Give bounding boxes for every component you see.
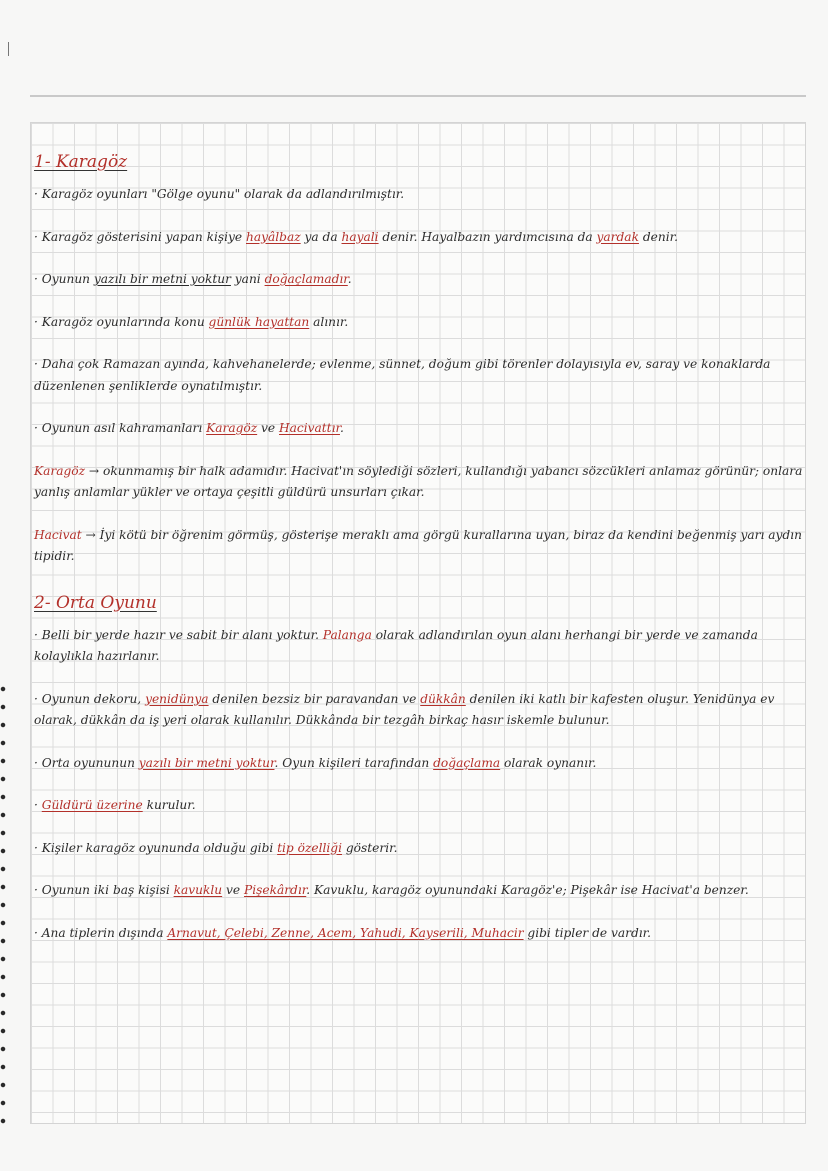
- note-text: .: [339, 421, 344, 435]
- note-text: · Oyunun iki baş kişisi: [34, 883, 174, 897]
- note-text: . Kavuklu, karagöz oyunundaki Karagöz'e; Pişekâr ise Hacivat'a benzer.: [306, 883, 749, 897]
- highlighted-term: yazılı bir metni yoktur: [138, 755, 275, 770]
- highlighted-term: doğaçlama: [433, 755, 501, 770]
- note-text: denir.: [638, 229, 678, 244]
- note-paragraph: [34, 753, 804, 775]
- note-text: · Karagöz gösterisini yapan kişiye: [34, 229, 246, 244]
- note-paragraph: [34, 923, 804, 945]
- note-text: gibi tipler de vardır.: [523, 925, 652, 940]
- note-text: gösterir.: [341, 840, 398, 855]
- note-text: kurulur.: [142, 798, 196, 812]
- spiral-binding: [0, 680, 6, 1130]
- top-rule: [30, 95, 806, 97]
- note-text: → okunmamış bir halk adamıdır. Hacivat'ın söylediği sözleri, kullandığı yabancı sözcükleri anlamaz görünür; onlara yanlış anlamlar yükler ve ortaya çeşitli güldürü unsurları çıkar.: [34, 463, 803, 499]
- note-text: olarak oynanır.: [500, 755, 597, 770]
- note-text: .: [347, 272, 352, 286]
- highlighted-term: Pişekârdır: [244, 883, 307, 897]
- highlighted-term: Hacivat: [34, 527, 82, 542]
- note-text: ya da: [300, 229, 342, 244]
- note-text: · Oyunun: [34, 272, 94, 286]
- highlighted-term: hayali: [341, 229, 379, 244]
- section-heading: 2- Orta Oyunu: [34, 592, 157, 613]
- highlighted-term: Karagöz: [206, 421, 258, 435]
- note-paragraph: [34, 269, 804, 291]
- highlighted-term: kavuklu: [173, 883, 223, 897]
- note-text: · Karagöz oyunları "Gölge oyunu" olarak da adlandırılmıştır.: [34, 187, 405, 201]
- note-text: · Daha çok Ramazan ayında, kahvehanelerde; evlenme, sünnet, doğum gibi törenler dolayısıyla ev, saray ve konaklarda düzenlenen şenliklerde oynatılmıştır.: [34, 357, 771, 393]
- note-paragraph: [34, 625, 804, 668]
- note-paragraph: [34, 880, 804, 902]
- note-text: · Orta oyununun: [34, 755, 139, 770]
- highlighted-term: Karagöz: [34, 463, 86, 478]
- highlighted-term: tip özelliği: [277, 840, 342, 855]
- note-paragraph: [34, 461, 804, 504]
- note-paragraph: [34, 689, 804, 732]
- note-text: ve: [222, 883, 244, 897]
- note-text: · Kişiler karagöz oyununda olduğu gibi: [34, 840, 278, 855]
- note-text: ·: [34, 798, 42, 812]
- highlighted-term: hayâlbaz: [246, 229, 301, 244]
- note-paragraph: [34, 354, 804, 397]
- note-text: yazılı bir metni yoktur: [93, 272, 231, 286]
- note-text: olarak adlandırılan oyun alanı herhangi bir yerde ve zamanda kolaylıkla hazırlanır.: [34, 627, 758, 663]
- highlighted-term: yenidünya: [145, 691, 209, 706]
- note-text: ve: [257, 421, 280, 435]
- notes-content: [34, 148, 804, 965]
- note-paragraph: [34, 418, 804, 440]
- highlighted-term: doğaçlamadır: [264, 272, 348, 286]
- highlighted-term: Palanga: [322, 627, 372, 642]
- note-text: · Oyunun asıl kahramanları: [34, 421, 207, 435]
- note-paragraph: [34, 795, 804, 817]
- highlighted-term: Hacivattır: [279, 421, 340, 435]
- note-text: · Karagöz oyunlarında konu: [34, 314, 209, 329]
- note-paragraph: [34, 184, 804, 206]
- note-text: . Oyun kişileri tarafından: [274, 755, 434, 770]
- note-text: · Ana tiplerin dışında: [34, 925, 168, 940]
- note-text: denilen iki katlı bir kafesten oluşur. Yenidünya ev olarak, dükkân da iş yeri olarak kullanılır. Dükkânda bir tezgâh birkaç hasır iskemle bulunur.: [34, 691, 775, 727]
- note-text: denir. Hayalbazın yardımcısına da: [378, 229, 597, 244]
- highlighted-term: Güldürü üzerine: [41, 798, 143, 812]
- highlighted-term: yardak: [596, 229, 639, 244]
- section-heading: 1- Karagöz: [34, 152, 128, 172]
- note-text: yani: [230, 272, 265, 286]
- note-text: · Oyunun dekoru,: [34, 691, 146, 706]
- note-text: · Belli bir yerde hazır ve sabit bir alanı yoktur.: [34, 627, 323, 642]
- note-paragraph: [34, 227, 804, 249]
- note-text: denilen bezsiz bir paravandan ve: [208, 691, 421, 706]
- note-text: alınır.: [309, 314, 349, 329]
- note-text: → İyi kötü bir öğrenim görmüş, gösterişe meraklı ama görgü kurallarına uyan, biraz da kendini beğenmiş yarı aydın tipidir.: [34, 527, 802, 563]
- highlighted-term: Arnavut, Çelebi, Zenne, Acem, Yahudi, Kayserili, Muhacir: [167, 925, 524, 940]
- note-paragraph: [34, 838, 804, 860]
- note-paragraph: [34, 312, 804, 334]
- margin-mark: [8, 42, 9, 56]
- highlighted-term: günlük hayattan: [208, 314, 310, 329]
- highlighted-term: dükkân: [420, 691, 466, 706]
- note-paragraph: [34, 525, 804, 568]
